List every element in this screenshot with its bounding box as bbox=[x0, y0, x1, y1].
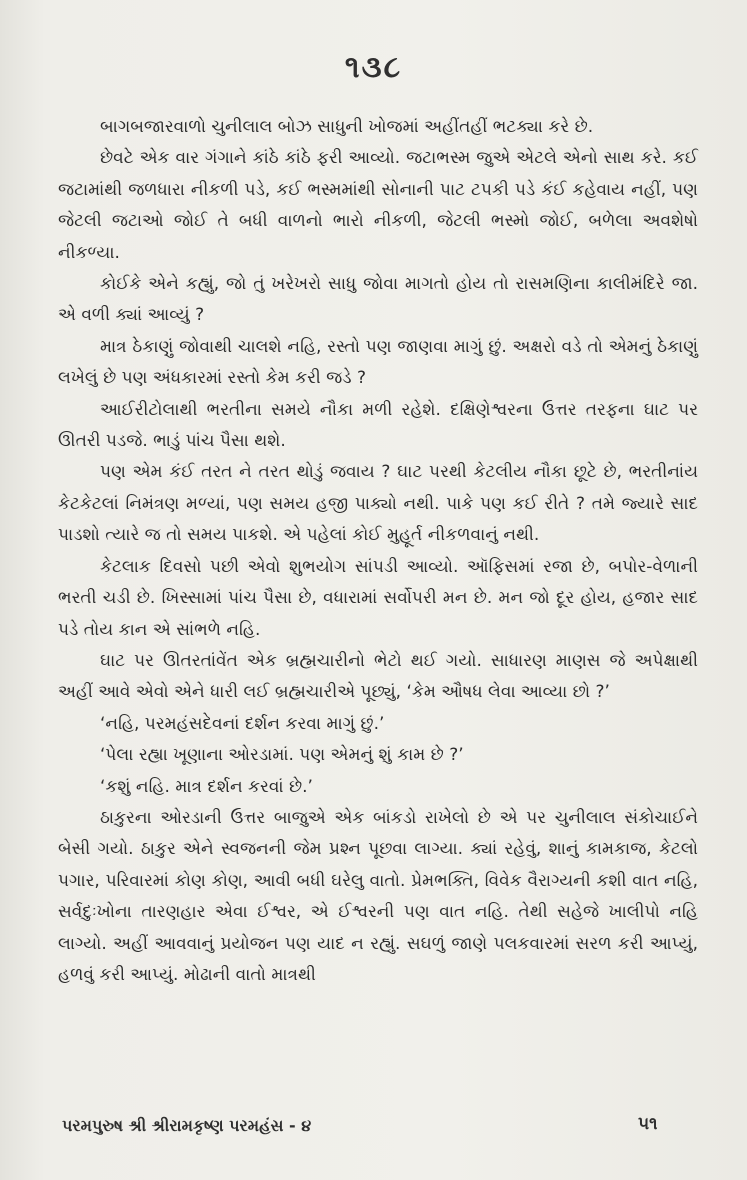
paragraph: છેવટે એક વાર ગંગાને કાંઠે કાંઠે ફરી આવ્યો. જટાભસ્મ જુએ એટલે એનો સાથ કરે. કઈ જટામાંથી જળધારા નીકળી પડે, કઈ ભસ્મમાંથી સોનાની પાટ ટપકી પડે કંઈ કહેવાય નહીં, પણ જેટલી જટાઓ જોઈ તે બધી વાળનો ભારો નીકળી, જેટલી ભસ્મો જોઈ, બળેલા અવશેષો નીકળ્યા. bbox=[58, 148, 698, 263]
paragraph: બાગબજારવાળો ચુનીલાલ બોઝ સાધુની ખોજમાં અહીંતહીં ભટક્યા કરે છે. bbox=[100, 117, 594, 137]
page-number: ૫૧ bbox=[638, 1114, 658, 1134]
paragraph: કેટલાક દિવસો પછી એવો શુભયોગ સાંપડી આવ્યો. ઑફિસમાં રજા છે, બપોર-વેળાની ભરતી ચડી છે. ખિસ્સામાં પાંચ પૈસા છે, વધારામાં સર્વોપરી મન છે. મન જો દૂર હોય, હજાર સાદ પડે તોય કાન એ સાંભળે નહિ. bbox=[58, 556, 698, 640]
paragraph: કોઈકે એને કહ્યું, જો તું ખરેખરો સાધુ જોવા માગતો હોય તો રાસમણિના કાલીમંદિરે જા. એ વળી ક્યાં આવ્યું ? bbox=[58, 274, 698, 326]
paragraph: માત્ર ઠેકાણું જોવાથી ચાલશે નહિ, રસ્તો પણ જાણવા માગું છું. અક્ષરો વડે તો એમનું ઠેકાણું લખેલું છે પણ અંધકારમાં રસ્તો કેમ કરી જડે ? bbox=[58, 336, 698, 389]
chapter-number: ૧૩૮ bbox=[344, 50, 403, 85]
paragraph: પણ એમ કંઈ તરત ને તરત થોડું જવાય ? ઘાટ પરથી કેટલીય નૌકા છૂટે છે, ભરતીનાંય કેટકેટલાં નિમંત્રણ મળ્યાં, પણ સમય હજી પાક્યો નથી. પાકે પણ કઈ રીતે ? તમે જ્યારે સાદ પાડશો ત્યારે જ તો સમય પાકશે. એ પહેલાં કોઈ મુહૂર્ત નીકળવાનું નથી. bbox=[58, 462, 698, 546]
paragraph: ઘાટ પર ઊતરતાંવેંત એક બ્રહ્મચારીનો ભેટો થઈ ગયો. સાધારણ માણસ જે અપેક્ષાથી અહીં આવે એવો એને ધારી લઈ બ્રહ્મચારીએ પૂછ્યું, ‘કેમ ઔષધ લેવા આવ્યા છો ?’ bbox=[58, 650, 698, 703]
dialogue-line: ‘નહિ, પરમહંસદેવનાં દર્શન કરવા માગું છું.’ bbox=[100, 713, 385, 734]
dialogue-line: ‘કશું નહિ. માત્ર દર્શન કરવાં છે.’ bbox=[100, 776, 313, 797]
paragraph: ઠાકુરના ઓરડાની ઉત્તર બાજુએ એક બાંકડો રાખેલો છે એ પર ચુનીલાલ સંકોચાઈને બેસી ગયો. ઠાકુર એને સ્વજનની જેમ પ્રશ્ન પૂછવા લાગ્યા. ક્યાં રહેવું, શાનું કામકાજ, કેટલો પગાર, પરિવારમાં કોણ કોણ, આવી બધી ઘરેલુ વાતો. પ્રેમભક્તિ, વિવેક વૈરાગ્યની કશી વાત નહિ, સર્વદુઃખોના તારણહાર એવા ઈશ્વર, એ ઈશ્વરની પણ વાત નહિ. તેથી સહેજે ખાલીપો નહિ લાગ્યો. અહીં આવવાનું પ્રયોજન પણ યાદ ન રહ્યું. સઘળું જાણે પલકવારમાં સરળ કરી આપ્યું, હળવું કરી આપ્યું. મોઢાની વાતો માત્રથી bbox=[58, 807, 698, 985]
paragraph: આઈરીટોલાથી ભરતીના સમયે નૌકા મળી રહેશે. દક્ષિણેશ્વરના ઉત્તર તરફના ઘાટ પર ઊતરી પડજે. ભાડું પાંચ પૈસા થશે. bbox=[58, 399, 698, 452]
dialogue-line: ‘પેલા રહ્યા ખૂણાના ઓરડામાં. પણ એમનું શું કામ છે ?’ bbox=[100, 745, 464, 766]
running-footer-title: પરમપુરુષ શ્રી શ્રીરામકૃષ્ણ પરમહંસ - ૪ bbox=[62, 1116, 312, 1135]
page-body bbox=[58, 112, 698, 991]
